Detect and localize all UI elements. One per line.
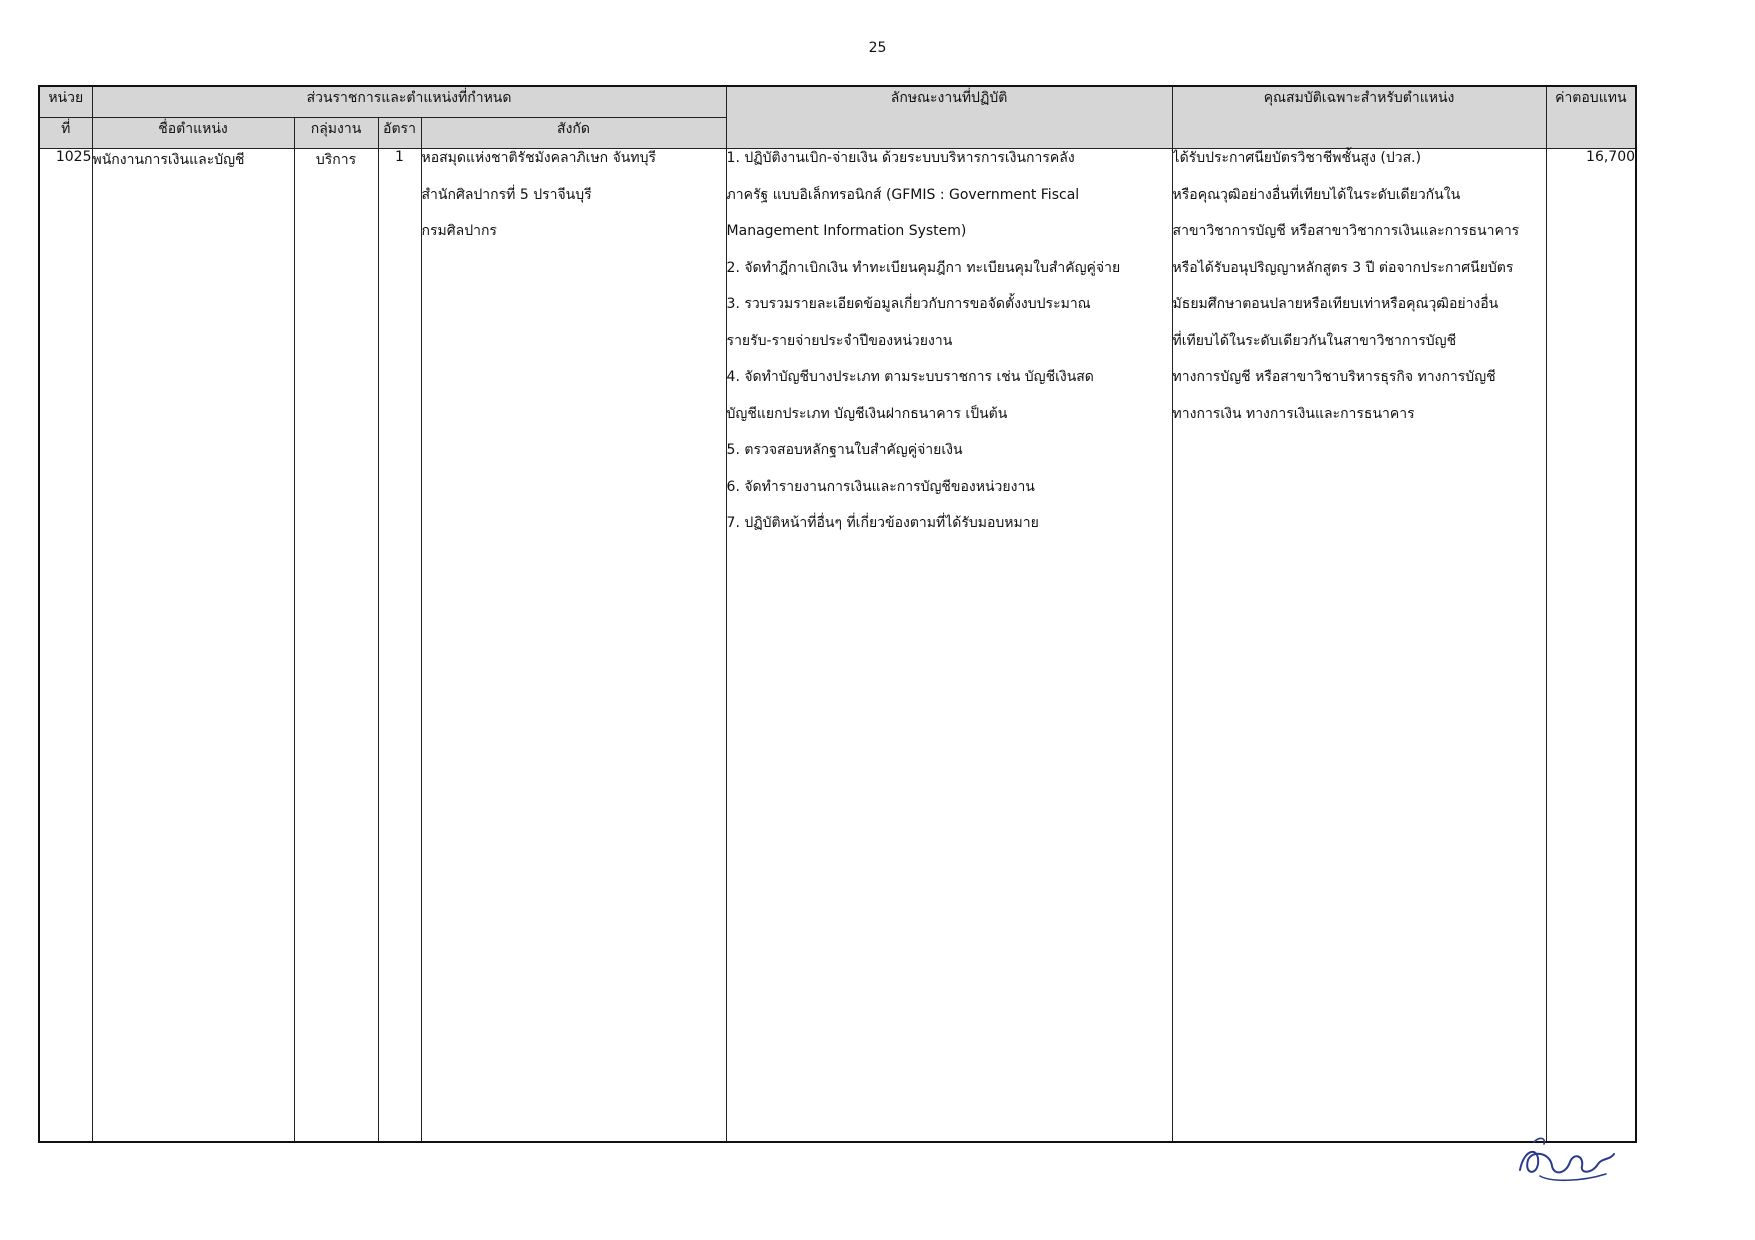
duty-line: รายรับ-รายจ่ายประจำปีของหน่วยงาน bbox=[726, 332, 953, 349]
duty-line: ภาครัฐ แบบอิเล็กทรอนิกส์ (GFMIS : Government Fiscal bbox=[726, 186, 1080, 203]
qualification-line: ที่เทียบได้ในระดับเดียวกันในสาขาวิชาการบัญชี bbox=[1172, 332, 1457, 349]
header-work-group: กลุ่มงาน bbox=[294, 118, 378, 149]
affiliation-cell bbox=[421, 149, 726, 1143]
header-salary: ค่าตอบแทน bbox=[1546, 86, 1636, 149]
duty-line: 3. รวบรวมรายละเอียดข้อมูลเกี่ยวกับการขอจัดตั้งงบประมาณ bbox=[726, 296, 1091, 312]
qualification-line: มัธยมศึกษาตอนปลายหรือเทียบเท่าหรือคุณวุฒิอย่างอื่น bbox=[1172, 296, 1499, 312]
affiliation-line: สำนักศิลปากรที่ 5 ปราจีนบุรี bbox=[421, 186, 592, 203]
header-qualifications: คุณสมบัติเฉพาะสำหรับตำแหน่ง bbox=[1172, 86, 1546, 149]
qualification-line: หรือได้รับอนุปริญญาหลักสูตร 3 ปี ต่อจากประกาศนียบัตร bbox=[1172, 259, 1514, 276]
duty-line: 1. ปฏิบัติงานเบิก-จ่ายเงิน ด้วยระบบบริหารการเงินการคลัง bbox=[726, 150, 1075, 166]
header-section-title: ส่วนราชการและตำแหน่งที่กำหนด bbox=[92, 86, 726, 118]
header-duties: ลักษณะงานที่ปฏิบัติ bbox=[726, 86, 1172, 149]
signature-image bbox=[1510, 1130, 1630, 1185]
unit-no-cell: 1025 bbox=[39, 149, 92, 1143]
header-affiliation: สังกัด bbox=[421, 118, 726, 149]
rate-cell: 1 bbox=[378, 149, 421, 1143]
position-name-cell: พนักงานการเงินและบัญชี bbox=[92, 149, 294, 1143]
page-number: 25 bbox=[868, 40, 887, 56]
qualification-line: ทางการเงิน ทางการเงินและการธนาคาร bbox=[1172, 405, 1415, 422]
affiliation-line: กรมศิลปากร bbox=[421, 223, 497, 239]
qualification-line: ได้รับประกาศนียบัตรวิชาชีพชั้นสูง (ปวส.) bbox=[1172, 150, 1422, 166]
positions-table bbox=[38, 85, 1637, 1143]
affiliation-line: หอสมุดแห่งชาติรัชมังคลาภิเษก จันทบุรี bbox=[421, 150, 657, 166]
qualification-line: หรือคุณวุฒิอย่างอื่นที่เทียบได้ในระดับเดียวกันใน bbox=[1172, 186, 1461, 203]
duty-line: 6. จัดทำรายงานการเงินและการบัญชีของหน่วยงาน bbox=[726, 478, 1035, 495]
duty-line: Management Information System) bbox=[726, 223, 967, 239]
header-unit-no-line2: ที่ bbox=[39, 118, 92, 149]
qualification-line: สาขาวิชาการบัญชี หรือสาขาวิชาการเงินและการธนาคาร bbox=[1172, 223, 1520, 239]
table-row bbox=[39, 149, 1636, 1143]
duty-line: 2. จัดทำฎีกาเบิกเงิน ทำทะเบียนคุมฎีกา ทะเบียนคุมใบสำคัญคู่จ่าย bbox=[726, 259, 1121, 276]
duty-line: บัญชีแยกประเภท บัญชีเงินฝากธนาคาร เป็นต้น bbox=[726, 405, 1008, 422]
duties-cell bbox=[726, 149, 1172, 1143]
qualifications-cell bbox=[1172, 149, 1546, 1143]
duty-line: 4. จัดทำบัญชีบางประเภท ตามระบบราชการ เช่น บัญชีเงินสด bbox=[726, 369, 1094, 385]
header-rate: อัตรา bbox=[378, 118, 421, 149]
header-unit-no-line1: หน่วย bbox=[39, 86, 92, 118]
header-position-name: ชื่อตำแหน่ง bbox=[92, 118, 294, 149]
duty-line: 7. ปฏิบัติหน้าที่อื่นๆ ที่เกี่ยวข้องตามที่ได้รับมอบหมาย bbox=[726, 515, 1039, 531]
qualification-line: ทางการบัญชี หรือสาขาวิชาบริหารธุรกิจ ทางการบัญชี bbox=[1172, 369, 1496, 385]
salary-cell: 16,700 bbox=[1546, 149, 1636, 1143]
duty-line: 5. ตรวจสอบหลักฐานใบสำคัญคู่จ่ายเงิน bbox=[726, 442, 963, 458]
work-group-cell: บริการ bbox=[294, 149, 378, 1143]
